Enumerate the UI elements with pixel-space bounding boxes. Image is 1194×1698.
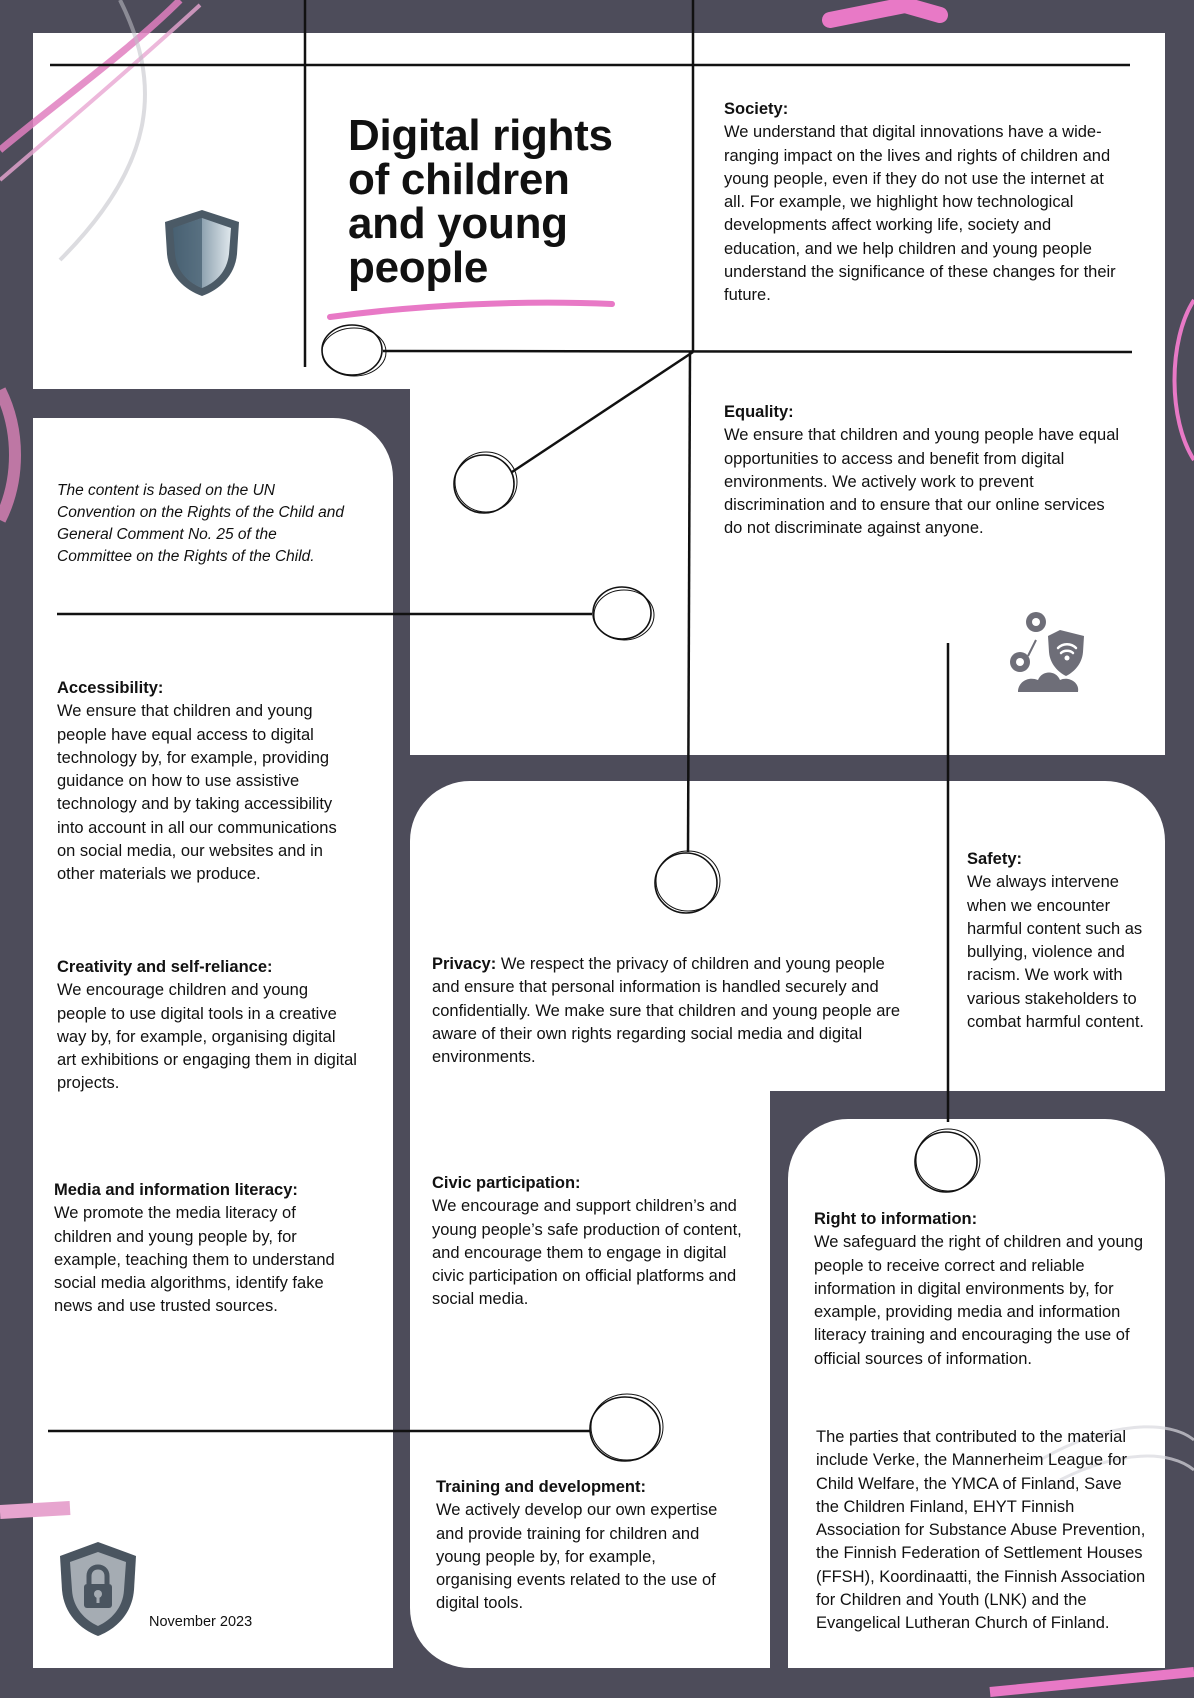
section-society [724,98,1124,308]
section-heading: Civic participation: [432,1174,581,1192]
section-body: We actively develop our own expertise and provide training for children and young people by, for example, organising events related to the use of digital tools. [436,1501,718,1613]
section-heading: Equality: [724,403,794,421]
section-heading: Society: [724,100,789,118]
section-creativity [57,956,357,1096]
section-body: We ensure that children and young people have equal access to digital technology by, for example, providing guidance on how to use assistive technology and by taking accessibility into account in all our communications on social media, our websites and in other materials we produce. [57,702,337,884]
section-training [436,1476,726,1616]
section-body: We ensure that children and young people have equal opportunities to access and benefit from digital environments. We actively work to prevent discrimination and to ensure that our online services do not discriminate against anyone. [724,426,1120,538]
section-body: We safeguard the right of children and young people to receive correct and reliable information in digital environments by, for example, providing media and information literacy training and encouraging the use of official sources of information. [814,1233,1143,1368]
publication-date: November 2023 [149,1614,253,1630]
section-body: We encourage and support children’s and young people’s safe production of content, and encourage them to engage in digital civic participation on official platforms and social media. [432,1197,742,1309]
network-shield-icon [1008,610,1088,692]
section-heading: Training and development: [436,1478,646,1496]
section-body: We always intervene when we encounter harmful content such as bullying, violence and racism. We work with various stakeholders to combat harmful content. [967,873,1145,1032]
page-title: Digital rights of children and young people [348,111,613,292]
section-civic [432,1172,742,1312]
contributors-note: The parties that contributed to the material include Verke, the Mannerheim League for Child Welfare, the YMCA of Finland, Save the Children Finland, EHYT Finnish Association for Substance Abuse Prevention, the Finnish Federation of Settlement Houses (FFSH), Koordinaatti, the Finnish Association for Children and Youth (LNK) and the Evangelical Lutheran Church of Finland. [816,1428,1146,1633]
source-note: The content is based on the UN Convention on the Rights of the Child and General Comment No. 25 of the Committee on the Rights of the Child. [57,482,344,565]
section-heading: Right to information: [814,1210,978,1228]
section-body: We respect the privacy of children and young people and ensure that personal information is handled securely and confidentially. We make sure that children and young people are aware of their own rights regarding social media and digital environments. [432,955,901,1067]
section-media-literacy [54,1179,354,1319]
section-safety [967,848,1157,1034]
section-privacy [432,953,912,1069]
section-heading: Privacy: [432,955,497,973]
lock-shield-icon [58,1540,138,1638]
section-heading: Creativity and self-reliance: [57,958,273,976]
section-body: We promote the media literacy of children and young people by, for example, teaching them to understand social media algorithms, identify fake news and use trusted sources. [54,1204,335,1316]
section-accessibility [57,677,357,887]
section-body: We encourage children and young people to use digital tools in a creative way by, for example, organising digital art exhibitions or engaging them in digital projects. [57,981,357,1093]
section-body: We understand that digital innovations have a wide-ranging impact on the lives and rights of children and young people, even if they do not use the internet at all. For example, we highlight how technological developments affect working life, society and education, and we help children and young people understand the significance of these changes for their future. [724,123,1116,305]
section-heading: Safety: [967,850,1023,868]
section-equality [724,401,1124,541]
section-right-to-information [814,1208,1144,1371]
section-heading: Media and information literacy: [54,1181,298,1199]
section-heading: Accessibility: [57,679,164,697]
shield-icon [163,208,241,298]
